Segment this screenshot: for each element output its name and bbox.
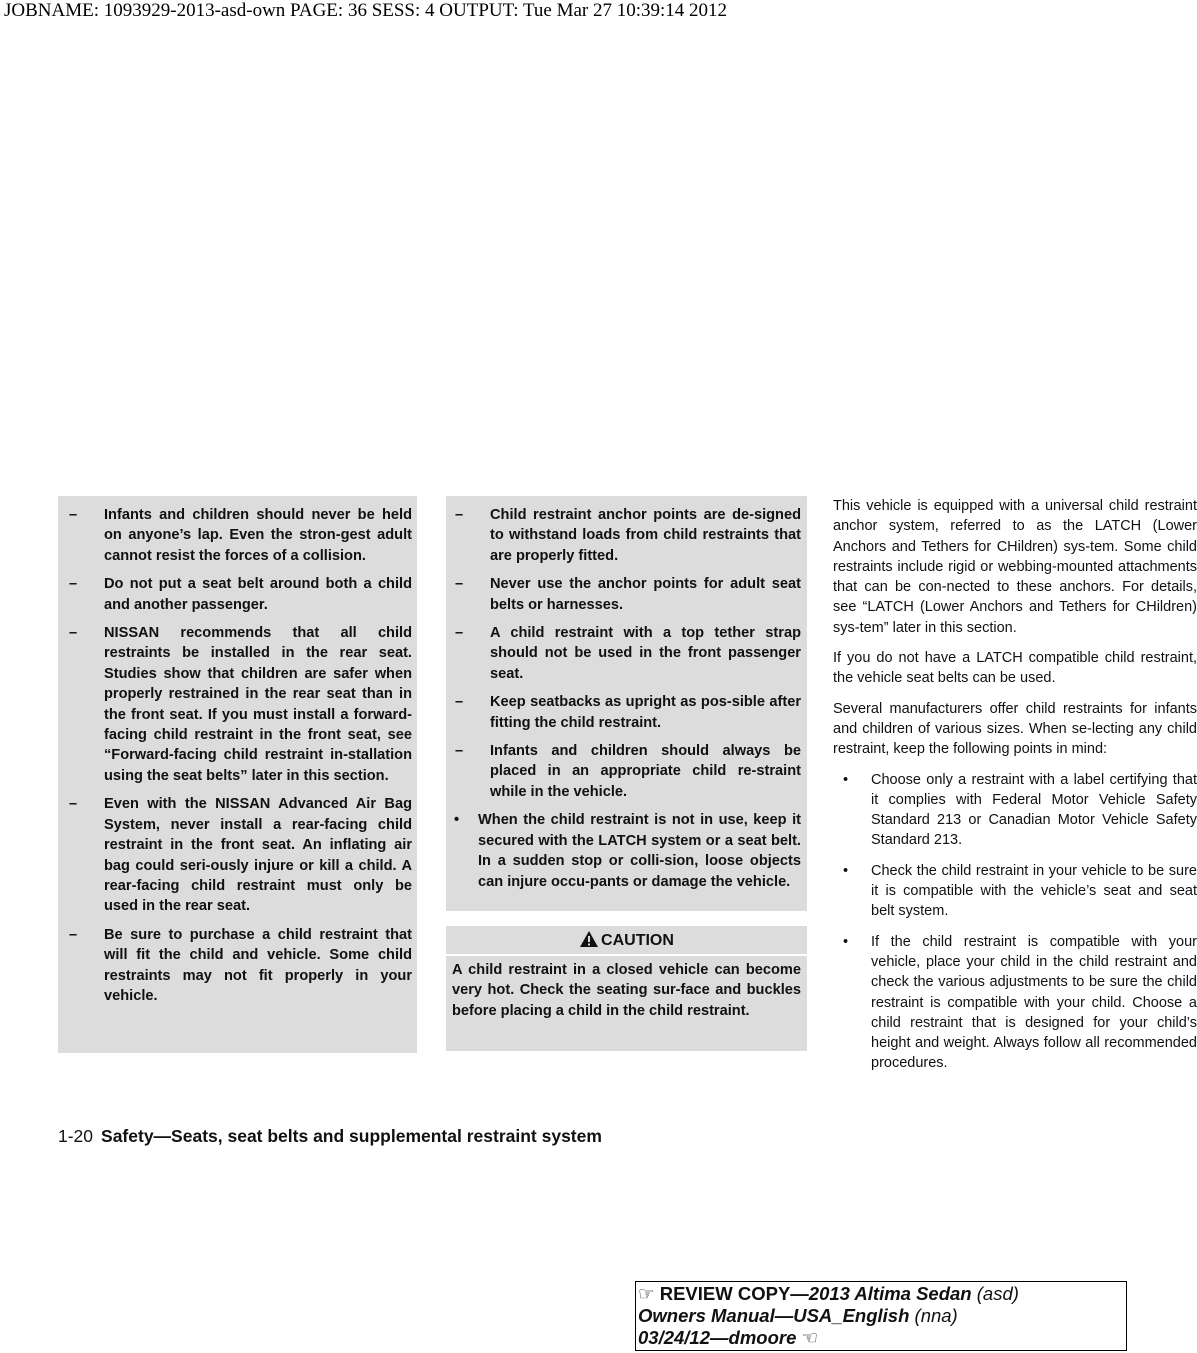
pointing-hand-left-icon: ☜: [801, 1327, 819, 1348]
pointing-hand-icon: ☞: [638, 1283, 655, 1304]
section-title: Safety—Seats, seat belts and supplemental restraint system: [101, 1126, 602, 1146]
bullet-item: • When the child restraint is not in use, keep it secured with the LATCH system or a seat belt. In a sudden stop or colli-sion, loose objects can injure occu-pants or damage the vehicle.: [454, 812, 801, 890]
list-item: – Infants and children should always be placed in an appropriate child re-straint while in the vehicle.: [454, 743, 801, 800]
print-jobname-header: JOBNAME: 1093929-2013-asd-own PAGE: 36 SESS: 4 OUTPUT: Tue Mar 27 10:39:14 2012: [4, 0, 728, 21]
caution-box: [446, 926, 807, 1051]
list-item: – A child restraint with a top tether strap should not be used in the front passenger seat.: [454, 625, 801, 682]
list-item: – Child restraint anchor points are de-signed to withstand loads from child restraints that are properly fitted.: [454, 507, 801, 564]
list-item: – Do not put a seat belt around both a child and another passenger.: [68, 576, 412, 613]
paragraph: Several manufacturers offer child restraints for infants and children of various sizes. When se-lecting any child restraint, keep the following points in mind:: [833, 700, 1197, 758]
paragraph: If you do not have a LATCH compatible child restraint, the vehicle seat belts can be used.: [833, 650, 1197, 687]
list-item: – Be sure to purchase a child restraint that will fit the child and vehicle. Some child restraints may not fit properly in your vehicle.: [68, 926, 412, 1004]
paragraph: This vehicle is equipped with a universal child restraint anchor system, referred to as the LATCH (Lower Anchors and Tethers for CHildren) sys-tem. Some child restraints include rigid or webbing-mounted attachments that can be con-nected to these anchors. For details, see “LATCH (Lower Anchors and Tethers for CHildren) sys-tem” later in this section.: [833, 498, 1197, 636]
list-item: – Infants and children should never be held on anyone’s lap. Even the stron-gest adult cannot resist the forces of a collision.: [68, 507, 412, 564]
list-item: – NISSAN recommends that all child restraints be installed in the rear seat. Studies show that children are safer when properly restrained in the rear seat than in the front seat. If you must install a forward-facing child restraint in the front seat, see “Forward-facing child restraint in-stallation using the seat belts” later in this section.: [68, 625, 412, 784]
page-number: 1-20: [58, 1126, 94, 1146]
list-item: – Keep seatbacks as upright as pos-sible after fitting the child restraint.: [454, 694, 801, 731]
review-copy-stamp: ☞ REVIEW COPY—2013 Altima Sedan (asd) Owners Manual—USA_English (nna) 03/24/12—dmoore ☜: [635, 1281, 1127, 1351]
warning-triangle-icon: [579, 930, 599, 948]
warning-list-column-2: [446, 496, 807, 911]
caution-text: A child restraint in a closed vehicle can become very hot. Check the seating sur-face and buckles before placing a child in the child restraint.: [446, 956, 807, 1051]
bullet-item: • If the child restraint is compatible with your vehicle, place your child in the child restraint and check the various adjustments to be sure the child restraint is compatible with your child. Choose a child restraint that is designed for your child’s height and weight. Always follow all recommended procedures.: [843, 933, 1197, 1072]
bullet-item: • Check the child restraint in your vehicle to be sure it is compatible with the vehicle’s seat and seat belt system.: [843, 862, 1197, 920]
page-footer: [58, 1126, 602, 1146]
list-item: – Even with the NISSAN Advanced Air Bag System, never install a rear-facing child restraint in the front seat. An inflating air bag could seri-ously injure or kill a child. A rear-facing child restraint must only be used in the rear seat.: [68, 796, 412, 915]
body-text-column-3: [833, 496, 1197, 1084]
bullet-item: • Choose only a restraint with a label certifying that it complies with Federal Motor Vehicle Safety Standard 213 or Canadian Motor Vehicle Safety Standard 213.: [843, 771, 1197, 849]
caution-header: [446, 926, 807, 956]
list-item: – Never use the anchor points for adult seat belts or harnesses.: [454, 576, 801, 613]
caution-title: CAUTION: [601, 932, 674, 949]
warning-list-column-1: [58, 496, 417, 1053]
